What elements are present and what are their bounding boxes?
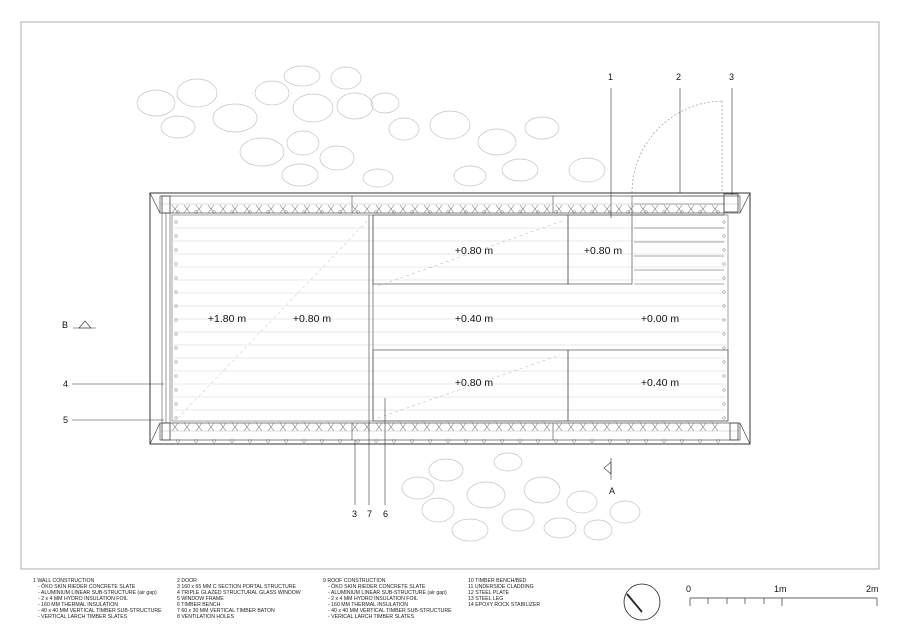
legend-item: - ALUMINIUM LINEAR SUB-STRUCTURE (air gap) <box>38 590 157 597</box>
vent-hole <box>175 263 178 266</box>
callout-5: 5 <box>63 415 69 425</box>
legend-title: 9 ROOF CONSTRUCTION <box>323 578 386 584</box>
legend-item: - 160 MM THERMAL INSULATION <box>328 602 409 609</box>
legend-item: 2 DOOR <box>177 578 197 584</box>
legend-item: 13 STEEL LEG <box>468 596 504 603</box>
vent-hole <box>723 235 726 238</box>
callout-6: 6 <box>383 509 389 519</box>
level-label: +0.40 m <box>640 377 680 389</box>
window-frame <box>162 213 170 423</box>
vent-hole <box>723 249 726 252</box>
vent-hole <box>723 221 726 224</box>
legend-item: - 2 x 4 MM HYDRO INSULATION FOIL <box>328 596 418 603</box>
callout-7: 7 <box>367 509 373 519</box>
legend-item: 4 TRIPLE GLAZED STRUCTURAL GLASS WINDOW <box>177 590 301 597</box>
vent-hole <box>175 221 178 224</box>
vent-hole <box>723 277 726 280</box>
level-label: +0.40 m <box>454 313 494 325</box>
legend-roof-construction <box>323 578 452 620</box>
legend-item: - 40 x 40 MM VERTICAL TIMBER SUB-STRUCTURE <box>38 608 162 615</box>
scale-label-0: 0 <box>686 584 692 594</box>
section-marker-b <box>73 321 96 328</box>
legend-item: 14 EPOXY ROCK STABILIZER <box>468 602 541 609</box>
legend-components <box>177 578 301 620</box>
vent-hole <box>175 417 178 420</box>
legend-item: 7 60 x 30 MM VERTICAL TIMBER BATON <box>177 608 275 615</box>
section-label-a: A <box>609 486 616 496</box>
scale-bar <box>690 598 877 606</box>
legend-item: 6 TIMBER BENCH <box>177 602 221 609</box>
callout-1: 1 <box>608 72 614 82</box>
ventilation-holes <box>175 211 726 443</box>
vent-hole <box>723 263 726 266</box>
vent-hole <box>723 403 726 406</box>
vent-hole <box>175 403 178 406</box>
vent-hole <box>723 417 726 420</box>
leader-lines <box>72 88 732 505</box>
legend-item: 5 WINDOW FRAME <box>177 596 224 603</box>
level-label: +0.00 m <box>640 313 680 325</box>
legend-item: - 160 MM THERMAL INSULATION <box>38 602 119 609</box>
legend-item: 3 160 x 65 MM C SECTION PORTAL STRUCTURE <box>177 584 296 591</box>
callout-4: 4 <box>63 379 69 389</box>
vent-hole <box>723 375 726 378</box>
legend-item: - VERTICAL LARCH TIMBER SLATES <box>38 614 128 621</box>
legend-item: 8 VENTILATION HOLES <box>177 614 234 621</box>
legend-item: 12 STEEL PLATE <box>468 590 509 597</box>
legend-item: - VERICAL LARCH TIMBER SLATES <box>328 614 415 621</box>
level-label: +0.80 m <box>292 313 332 325</box>
legend-item: - ÖKO SKIN RIEDER CONCRETE SLATE <box>328 584 426 591</box>
legend-wall-construction <box>33 578 162 620</box>
vent-hole <box>175 249 178 252</box>
door-swing <box>632 101 722 193</box>
vent-hole <box>175 375 178 378</box>
section-marker-a <box>604 458 611 480</box>
callout-3-bottom: 3 <box>352 509 358 519</box>
vent-hole <box>175 277 178 280</box>
callout-2: 2 <box>676 72 682 82</box>
scale-label-2m: 2m <box>866 584 879 594</box>
vent-hole <box>723 333 726 336</box>
legend-item: - 2 x 4 MM HYDRO INSULATION FOIL <box>38 596 128 603</box>
vent-hole <box>723 347 726 350</box>
legend-item: - ALUMINIUM LINEAR SUB-STRUCTURE (air gap) <box>328 590 447 597</box>
vent-hole <box>723 389 726 392</box>
legend-title: 1 WALL CONSTRUCTION <box>33 578 95 584</box>
vent-hole <box>175 389 178 392</box>
legend-item: - 40 x 40 MM VERTICAL TIMBER SUB-STRUCTURE <box>328 608 452 615</box>
legend-item: 10 TIMBER BENCH/BED <box>468 578 527 584</box>
vent-hole <box>175 333 178 336</box>
door-steps <box>632 196 724 284</box>
legend-item: - ÖKO SKIN RIEDER CONCRETE SLATE <box>38 584 136 591</box>
level-label: +0.80 m <box>583 245 623 257</box>
level-label: +0.80 m <box>454 377 494 389</box>
section-label-b: B <box>62 320 69 330</box>
callout-3: 3 <box>729 72 735 82</box>
scale-label-1m: 1m <box>774 584 787 594</box>
vent-hole <box>723 361 726 364</box>
vent-hole <box>175 347 178 350</box>
north-arrow-icon <box>624 584 660 620</box>
vent-hole <box>175 361 178 364</box>
level-label: +0.80 m <box>454 245 494 257</box>
rocks-bottom <box>402 453 640 541</box>
vent-hole <box>175 235 178 238</box>
legend-item: 11 UNDERSIDE CLADDING <box>468 584 534 591</box>
legend-furniture <box>468 578 540 608</box>
rocks-top <box>137 66 605 187</box>
level-label: +1.80 m <box>207 313 247 325</box>
